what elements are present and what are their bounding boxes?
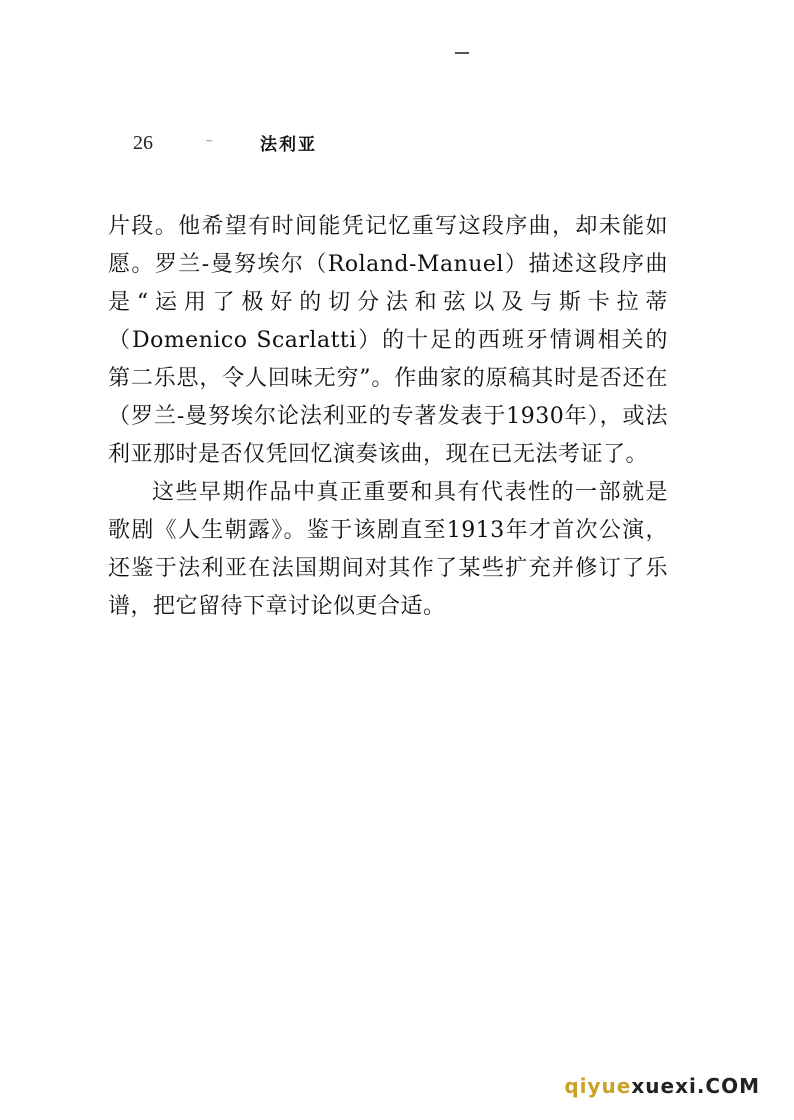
page-header	[133, 130, 433, 158]
header-ornament: ~	[205, 136, 214, 147]
print-mark	[455, 52, 469, 54]
running-title: 法利亚	[260, 135, 317, 155]
watermark-part-a: qiyue	[564, 1074, 632, 1098]
paragraph-1: 片段。他希望有时间能凭记忆重写这段序曲，却未能如愿。罗兰-曼努埃尔（Roland-Manuel）描述这段序曲是“运用了极好的切分法和弦以及与斯卡拉蒂（Domenico Scarlatti）的十足的西班牙情调相关的第二乐思，令人回味无穷”。作曲家的原稿其时是否还在（罗兰-曼努埃尔论法利亚的专著发表于1930年），或法利亚那时是否仅凭回忆演奏该曲，现在已无法考证了。	[108, 214, 668, 467]
body-text	[108, 208, 668, 626]
paragraph-2: 这些早期作品中真正重要和具有代表性的一部就是歌剧《人生朝露》。鉴于该剧直至1913年才首次公演，还鉴于法利亚在法国期间对其作了某些扩充并修订了乐谱，把它留待下章讨论似更合适。	[108, 480, 668, 619]
site-watermark	[564, 1074, 760, 1098]
page-number: 26	[133, 132, 153, 154]
watermark-part-b: xuexi.COM	[631, 1074, 760, 1098]
